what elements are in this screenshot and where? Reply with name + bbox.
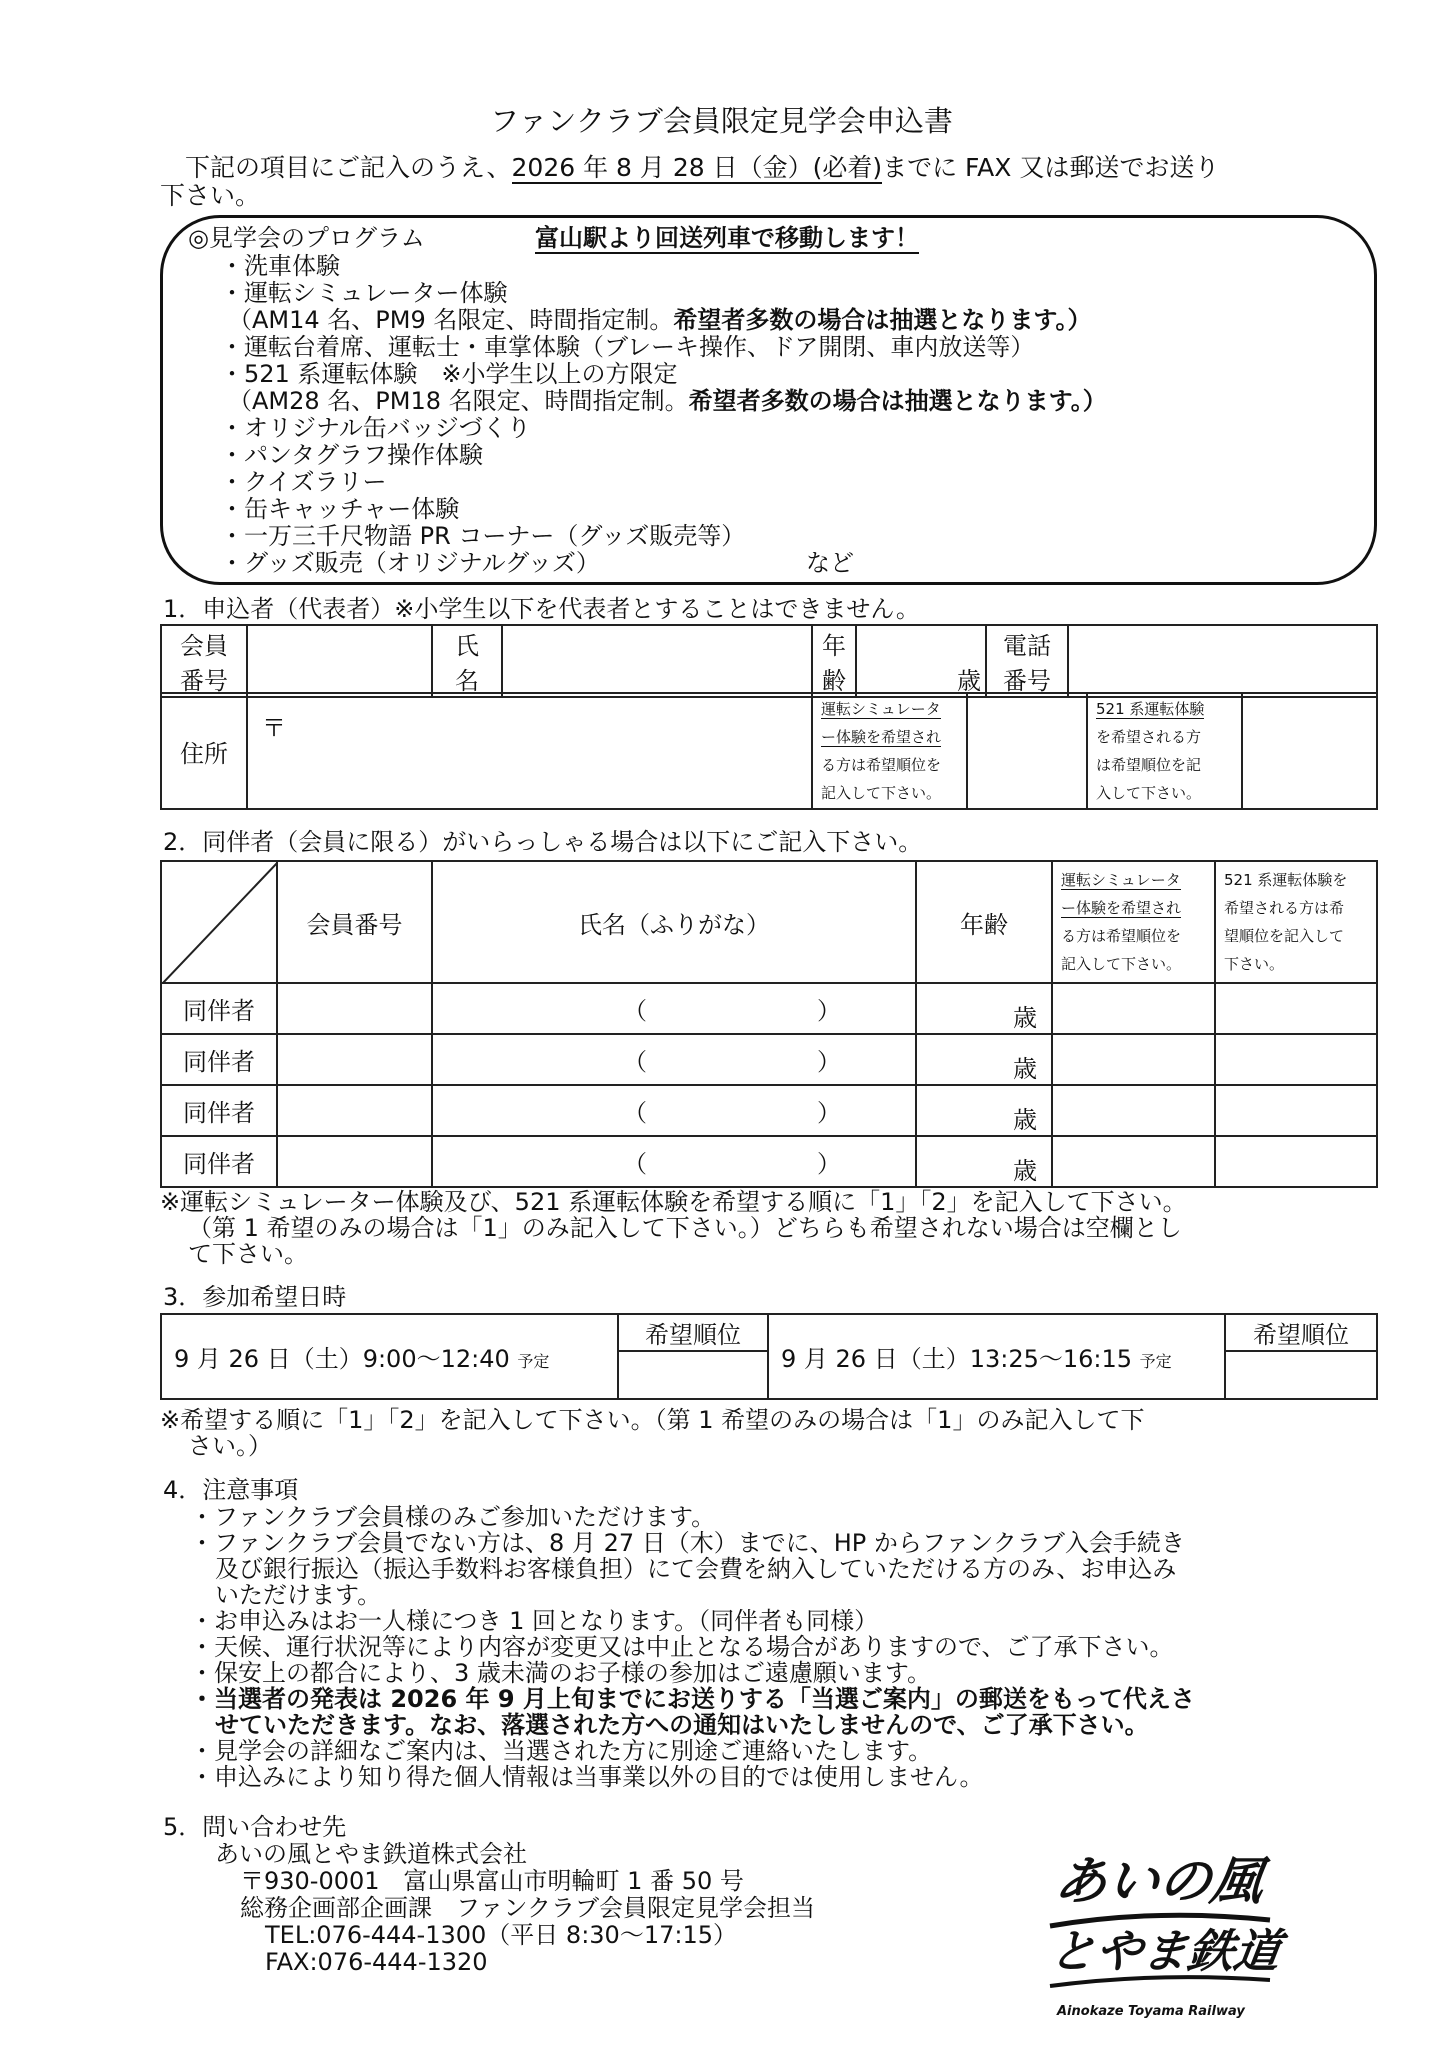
e521-rank-field[interactable] (1242, 693, 1377, 809)
slot1-planned: 予定 (517, 1352, 550, 1371)
address-label: 住所 (161, 693, 247, 809)
section2-note: て下さい。 (188, 1240, 308, 1268)
companion-row (161, 1034, 1377, 1085)
name-label: 氏 名 (432, 625, 502, 697)
age-label: 年 齢 (812, 625, 856, 697)
companion-age-field[interactable]: 歳 (916, 1136, 1052, 1187)
postal-mark: 〒 (262, 714, 286, 742)
page-title: ファンクラブ会員限定見学会申込書 (490, 104, 953, 138)
section1-title: 1．申込者（代表者）※小学生以下を代表者とすることはできません。 (163, 595, 920, 623)
companion-label: 同伴者 (161, 1034, 277, 1085)
companion-table (160, 860, 1378, 1188)
phone-label: 電話 番号 (986, 625, 1068, 697)
companion-sim-rank[interactable] (1052, 1136, 1215, 1187)
contact-address: 〒930-0001 富山県富山市明輪町 1 番 50 号 (240, 1867, 744, 1895)
companion-e521-rank[interactable] (1215, 983, 1377, 1034)
program-item: ・グッズ販売（オリジナルグッズ） (220, 549, 600, 577)
companion-name-field[interactable]: （ ） (432, 983, 916, 1034)
companion-row (161, 1085, 1377, 1136)
member-no-field[interactable] (247, 625, 432, 697)
diagonal-line (162, 862, 278, 984)
companion-sim-rank[interactable] (1052, 1034, 1215, 1085)
companion-member-field[interactable] (277, 1085, 432, 1136)
e521-note-a: （AM28 名、PM18 名限定、時間指定制。 (228, 387, 689, 415)
member-no-label: 会員 番号 (161, 625, 247, 697)
program-item: ・運転台着席、運転士・車掌体験（ブレーキ操作、ドア開閉、車内放送等） (220, 333, 1035, 361)
notice-bold: ・当選者の発表は 2026 年 9 月上旬までにお送りする「当選ご案内」の郵送をもって代えさ (190, 1685, 1195, 1713)
companion-row (161, 1136, 1377, 1187)
companion-label: 同伴者 (161, 983, 277, 1034)
slot2-planned: 予定 (1139, 1352, 1172, 1371)
diagonal-cell (161, 861, 277, 983)
slot2-label: 9 月 26 日（土）13:25〜16:15 (781, 1345, 1133, 1373)
notice-item: ・お申込みはお一人様につき 1 回となります。（同伴者も同様） (190, 1607, 879, 1635)
section2-note: ※運転シミュレーター体験及び、521 系運転体験を希望する順に「1」「2」を記入して下さい。 (160, 1188, 1187, 1216)
col-age: 年齢 (916, 861, 1052, 983)
companion-member-field[interactable] (277, 1136, 432, 1187)
sim-note: 運転シミュレータ ー体験を希望され る方は希望順位を 記入して下さい。 (812, 693, 967, 809)
notice-bold: せていただきます。なお、落選された方への通知はいたしませんので、ご了承下さい。 (215, 1711, 1149, 1739)
companion-member-field[interactable] (277, 983, 432, 1034)
notice-item: ・保安上の都合により、3 歳未満のお子様の参加はご遠慮願います。 (190, 1659, 931, 1687)
slot2-rank-field[interactable] (1225, 1351, 1377, 1399)
program-item-note (228, 308, 1091, 332)
notice-item: ・天候、運行状況等により内容が変更又は中止となる場合がありますので、ご了承下さい。 (190, 1633, 1174, 1661)
section2-note: （第 1 希望のみの場合は「1」のみ記入して下さい。）どちらも希望されない場合は空欄とし (188, 1214, 1182, 1242)
companion-e521-rank[interactable] (1215, 1136, 1377, 1187)
section3-note: さい。） (188, 1432, 272, 1460)
col-e521-note: 521 系運転体験を 希望される方は希 望順位を記入して 下さい。 (1215, 861, 1377, 983)
companion-age-field[interactable]: 歳 (916, 1034, 1052, 1085)
program-item: ・運転シミュレーター体験 (220, 279, 508, 307)
phone-field[interactable] (1068, 625, 1377, 697)
program-highlight: 富山駅より回送列車で移動します！ (535, 224, 919, 252)
address-field[interactable] (247, 693, 812, 809)
sim-note-a: （AM14 名、PM9 名限定、時間指定制。 (228, 306, 674, 334)
companion-sim-rank[interactable] (1052, 1085, 1215, 1136)
program-item: ・オリジナル缶バッジづくり (220, 414, 531, 442)
age-field[interactable] (856, 625, 986, 697)
program-item: ・パンタグラフ操作体験 (220, 441, 484, 469)
program-item: ・クイズラリー (220, 468, 387, 496)
applicant-table (160, 624, 1378, 698)
logo-swoosh-2 (1045, 1972, 1275, 1992)
logo-line2: とやま鉄道 (1046, 1924, 1284, 1978)
section3-title: 3．参加希望日時 (163, 1283, 347, 1311)
companion-label: 同伴者 (161, 1136, 277, 1187)
program-item: ・一万三千尺物語 PR コーナー（グッズ販売等） (220, 522, 746, 550)
intro-text (185, 155, 1219, 180)
companion-e521-rank[interactable] (1215, 1034, 1377, 1085)
contact-dept: 総務企画部企画課 ファンクラブ会員限定見学会担当 (240, 1894, 816, 1922)
deadline: 2026 年 8 月 28 日（金）(必着) (511, 153, 883, 182)
logo-line1: あいの風 (1050, 1851, 1268, 1912)
program-item: ・洗車体験 (220, 252, 340, 280)
col-sim-note: 運転シミュレータ ー体験を希望され る方は希望順位を 記入して下さい。 (1052, 861, 1215, 983)
slot1-rank-label: 希望順位 (618, 1314, 768, 1351)
slot2-cell (768, 1314, 1225, 1399)
notice-item: ・ファンクラブ会員でない方は、8 月 27 日（木）までに、HP からファンクラブ入会手続き (190, 1529, 1185, 1557)
sim-note-b: 希望者多数の場合は抽選となります。） (673, 306, 1092, 334)
program-heading: ◎見学会のプログラム (188, 224, 425, 252)
program-item: ・缶キャッチャー体験 (220, 495, 460, 523)
contact-tel: TEL:076-444-1300（平日 8:30〜17:15） (265, 1921, 737, 1949)
companion-name-field[interactable]: （ ） (432, 1085, 916, 1136)
company-logo (1045, 1850, 1284, 2030)
contact-fax: FAX:076-444-1320 (265, 1948, 488, 1976)
notice-item: ・見学会の詳細なご案内は、当選された方に別途ご連絡いたします。 (190, 1737, 933, 1765)
companion-member-field[interactable] (277, 1034, 432, 1085)
name-field[interactable] (502, 625, 812, 697)
companion-name-field[interactable]: （ ） (432, 1136, 916, 1187)
slot1-cell (161, 1314, 618, 1399)
applicant-address-table (160, 692, 1378, 810)
notice-item: ・申込みにより知り得た個人情報は当事業以外の目的では使用しません。 (190, 1763, 984, 1791)
e521-note: 521 系運転体験 を希望される方 は希望順位を記 入して下さい。 (1087, 693, 1242, 809)
companion-age-field[interactable]: 歳 (916, 1085, 1052, 1136)
intro-line2: 下さい。 (160, 181, 261, 210)
companion-name-field[interactable]: （ ） (432, 1034, 916, 1085)
col-name: 氏名（ふりがな） (432, 861, 916, 983)
age-unit: 歳 (957, 667, 981, 695)
program-item: ・521 系運転体験 ※小学生以上の方限定 (220, 360, 678, 388)
schedule-table (160, 1313, 1378, 1400)
slot1-label: 9 月 26 日（土）9:00〜12:40 (174, 1345, 510, 1373)
e521-note-b: 希望者多数の場合は抽選となります。） (688, 387, 1107, 415)
contact-company: あいの風とやま鉄道株式会社 (215, 1840, 527, 1868)
companion-e521-rank[interactable] (1215, 1085, 1377, 1136)
companion-label: 同伴者 (161, 1085, 277, 1136)
program-etc: など (806, 549, 854, 577)
companion-sim-rank[interactable] (1052, 983, 1215, 1034)
logo-sub: Ainokaze Toyama Railway (1057, 2004, 1245, 2019)
intro-post: までに FAX 又は郵送でお送り (882, 153, 1220, 182)
notice-item: いただけます。 (215, 1581, 382, 1609)
col-member-no: 会員番号 (277, 861, 432, 983)
slot2-rank-label: 希望順位 (1225, 1314, 1377, 1351)
intro-pre: 下記の項目にご記入のうえ、 (185, 153, 512, 182)
section2-title: 2．同伴者（会員に限る）がいらっしゃる場合は以下にご記入下さい。 (163, 828, 923, 856)
slot1-rank-field[interactable] (618, 1351, 768, 1399)
notice-item: ・ファンクラブ会員様のみご参加いただけます。 (190, 1503, 716, 1531)
companion-age-field[interactable]: 歳 (916, 983, 1052, 1034)
section5-title: 5．問い合わせ先 (163, 1813, 347, 1841)
section3-note: ※希望する順に「1」「2」を記入して下さい。（第 1 希望のみの場合は「1」のみ記入して下 (160, 1406, 1145, 1434)
companion-row (161, 983, 1377, 1034)
sim-rank-field[interactable] (967, 693, 1087, 809)
notice-item: 及び銀行振込（振込手数料お客様負担）にて会費を納入していただける方のみ、お申込み (215, 1555, 1177, 1583)
program-item-note (228, 389, 1107, 413)
section4-title: 4．注意事項 (163, 1476, 299, 1504)
